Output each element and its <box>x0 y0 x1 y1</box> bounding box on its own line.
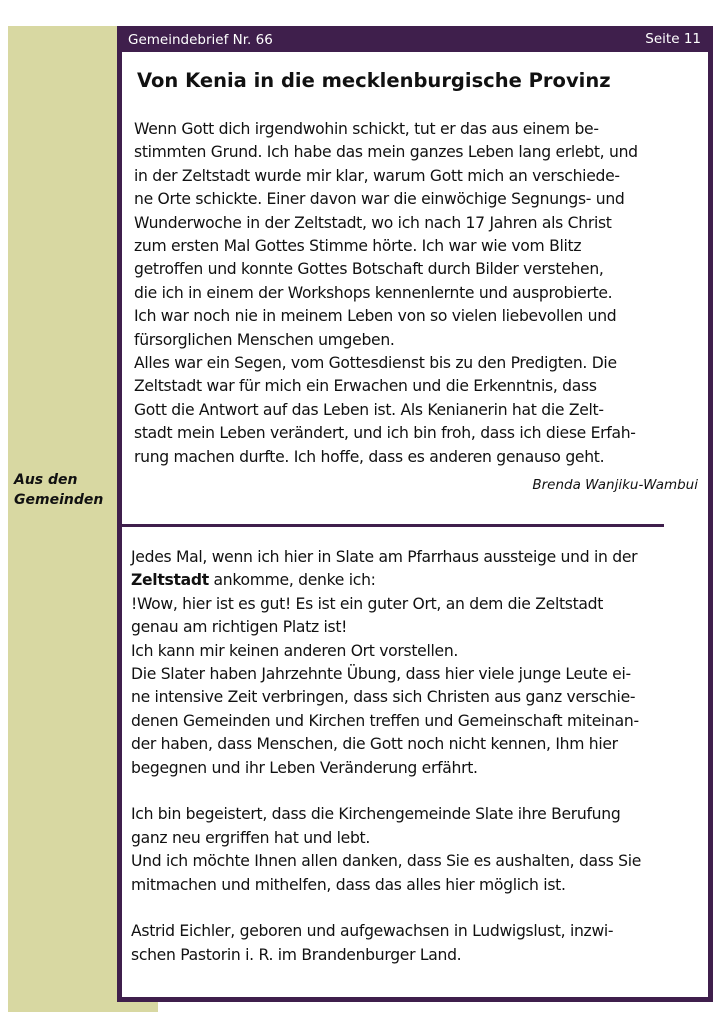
text-line: stimmten Grund. Ich habe das mein ganzes Leben lang erlebt, und <box>134 143 638 162</box>
article-body <box>131 546 691 967</box>
text-line: rung machen durfte. Ich hoffe, dass es anderen genauso geht. <box>134 447 605 466</box>
article-zeltstadt <box>131 546 691 967</box>
emphasis-text: Zeltstadt <box>131 571 209 590</box>
article-kenia <box>134 118 694 469</box>
text-line: denen Gemeinden und Kirchen treffen und Gemeinschaft miteinan- <box>131 711 639 730</box>
text-line: Ich bin begeistert, dass die Kirchengemeinde Slate ihre Berufung <box>131 805 621 824</box>
text-line: zum ersten Mal Gottes Stimme hörte. Ich war wie vom Blitz <box>134 237 582 256</box>
text-line: schen Pastorin i. R. im Brandenburger Land. <box>131 945 462 964</box>
paragraph-spacer <box>131 897 691 920</box>
section-label <box>14 470 124 510</box>
page-number: Seite 11 <box>645 31 701 47</box>
text-fragment: ankomme, denke ich: <box>208 571 376 590</box>
text-line: ganz neu ergriffen hat und lebt. <box>131 828 371 847</box>
text-line: fürsorglichen Menschen umgeben. <box>134 330 395 349</box>
text-line: Wenn Gott dich irgendwohin schickt, tut er das aus einem be- <box>134 120 599 138</box>
text-line: genau am richtigen Platz ist! <box>131 618 348 637</box>
text-line: in der Zeltstadt wurde mir klar, warum Gott mich an verschiede- <box>134 166 620 185</box>
text-line <box>131 569 691 592</box>
text-line: ne Orte schickte. Einer davon war die einwöchige Segnungs- und <box>134 190 625 209</box>
paragraph-spacer <box>131 780 691 803</box>
newsletter-issue: Gemeindebrief Nr. 66 <box>128 32 273 48</box>
text-line: Alles war ein Segen, vom Gottesdienst bis zu den Predigten. Die <box>134 354 617 373</box>
text-line: Ich war noch nie in meinem Leben von so vielen liebevollen und <box>134 307 617 326</box>
text-line: getroffen und konnte Gottes Botschaft durch Bilder verstehen, <box>134 260 604 279</box>
section-label-line: Aus den <box>14 472 78 488</box>
text-line: Jedes Mal, wenn ich hier in Slate am Pfarrhaus aussteige und in der <box>131 548 638 566</box>
text-line: Und ich möchte Ihnen allen danken, dass Sie es aushalten, dass Sie <box>131 852 642 871</box>
text-line: Zeltstadt war für mich ein Erwachen und die Erkenntnis, dass <box>134 377 597 396</box>
text-line: mitmachen und mithelfen, dass das alles hier möglich ist. <box>131 875 566 894</box>
text-line: die ich in einem der Workshops kennenlernte und ausprobierte. <box>134 283 613 302</box>
text-line: Gott die Antwort auf das Leben ist. Als Kenianerin hat die Zelt- <box>134 400 604 419</box>
author-signature: Brenda Wanjiku-Wambui <box>532 477 698 493</box>
section-label-line: Gemeinden <box>14 492 104 508</box>
article-body <box>134 118 694 469</box>
article-title: Von Kenia in die mecklenburgische Provinz <box>137 69 611 92</box>
text-line: der haben, dass Menschen, die Gott noch nicht kennen, Ihm hier <box>131 735 618 754</box>
section-divider <box>121 524 664 527</box>
text-line: ne intensive Zeit verbringen, dass sich Christen aus ganz verschie- <box>131 688 636 707</box>
text-line: Wunderwoche in der Zeltstadt, wo ich nach 17 Jahren als Christ <box>134 213 612 232</box>
text-line: Astrid Eichler, geboren und aufgewachsen in Ludwigslust, inzwi- <box>131 922 614 941</box>
text-line: begegnen und ihr Leben Veränderung erfährt. <box>131 758 478 777</box>
text-line: Die Slater haben Jahrzehnte Übung, dass hier viele junge Leute ei- <box>131 665 631 684</box>
text-line: stadt mein Leben verändert, und ich bin froh, dass ich diese Erfah- <box>134 424 636 443</box>
text-line: !Wow, hier ist es gut! Es ist ein guter Ort, an dem die Zeltstadt <box>131 594 604 613</box>
text-line: Ich kann mir keinen anderen Ort vorstellen. <box>131 641 459 660</box>
page-header <box>117 26 713 52</box>
